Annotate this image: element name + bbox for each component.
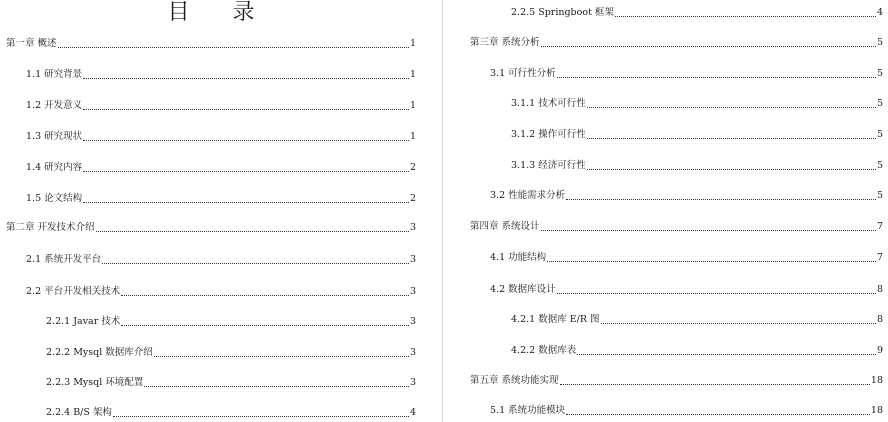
toc-entry-page: 9 [876,345,883,356]
toc-entry-chapter-2 [6,222,416,234]
dot-leader [83,139,409,141]
toc-entry-1-4 [26,162,416,174]
toc-entry-page: 3 [409,316,416,327]
toc-page-left [0,0,440,422]
toc-entry-label: 3.1 可行性分析 [490,68,556,79]
toc-entry-page: 18 [870,375,883,386]
toc-entry-2-1 [26,254,416,266]
dot-leader [557,292,876,294]
toc-entry-2-2-4 [46,407,416,419]
toc-entry-page: 7 [876,252,883,263]
toc-entry-label: 4.2 数据库设计 [490,284,556,295]
dot-leader [83,170,409,172]
toc-entry-page: 5 [876,37,883,48]
toc-entry-page: 3 [409,347,416,358]
dot-leader [154,355,409,357]
toc-entry-label: 2.2.4 B/S 架构 [46,407,112,418]
toc-entry-label: 3.1.2 操作可行性 [511,129,586,140]
toc-entry-page: 5 [876,98,883,109]
dot-leader [58,46,409,48]
toc-entry-label: 2.2.5 Springboot 框架 [511,7,614,18]
page-divider [442,0,443,422]
toc-entry-label: 第一章 概述 [6,38,57,49]
toc-entry-page: 8 [876,314,883,325]
toc-entry-page: 3 [409,222,416,233]
toc-entry-label: 2.2.2 Mysql 数据库介绍 [46,347,153,358]
dot-leader [541,229,876,231]
toc-entry-chapter-3 [470,37,883,49]
toc-entry-chapter-4 [470,221,883,233]
toc-entry-page: 5 [876,190,883,201]
toc-entry-1-2 [26,100,416,112]
toc-entry-3-1 [490,68,883,80]
toc-entry-2-2 [26,286,416,298]
dot-leader [577,353,876,355]
toc-entry-label: 2.1 系统开发平台 [26,254,102,265]
dot-leader [121,294,409,296]
toc-entry-label: 4.2.1 数据库 E/R 图 [511,314,600,325]
toc-entry-label: 第五章 系统功能实现 [470,375,559,386]
dot-leader [587,137,876,139]
toc-title: 目 录 [167,0,273,25]
toc-entry-label: 2.2 平台开发相关技术 [26,286,121,297]
dot-leader [96,230,409,232]
toc-entry-2-2-1 [46,316,416,328]
toc-page-right [446,0,888,422]
toc-entry-page: 4 [876,7,883,18]
toc-entry-4-2-2 [511,345,883,357]
dot-leader [83,77,409,79]
toc-entry-chapter-1 [6,38,416,50]
dot-leader [102,262,409,264]
toc-entry-label: 2.2.3 Mysql 环境配置 [46,377,144,388]
toc-entry-page: 3 [409,286,416,297]
toc-entry-label: 3.1.1 技术可行性 [511,98,586,109]
toc-entry-label: 第二章 开发技术介绍 [6,222,95,233]
toc-entry-page: 4 [409,407,416,418]
toc-entry-label: 1.5 论文结构 [26,193,83,204]
toc-entry-label: 第四章 系统设计 [470,221,540,232]
toc-entry-page: 7 [876,221,883,232]
dot-leader [83,201,409,203]
toc-entry-page: 1 [409,38,416,49]
toc-entry-label: 3.2 性能需求分析 [490,190,566,201]
toc-entry-4-2 [490,284,883,296]
dot-leader [541,45,876,47]
toc-entry-2-2-2 [46,347,416,359]
dot-leader [144,385,409,387]
toc-entry-label: 4.1 功能结构 [490,252,547,263]
toc-entry-page: 2 [409,193,416,204]
dot-leader [113,415,409,417]
dot-leader [566,198,876,200]
toc-entry-1-3 [26,131,416,143]
toc-entry-page: 5 [876,129,883,140]
toc-entry-page: 18 [870,405,883,416]
dot-leader [560,383,870,385]
toc-entry-page: 5 [876,68,883,79]
dot-leader [587,168,876,170]
toc-entry-page: 5 [876,160,883,171]
toc-entry-label: 3.1.3 经济可行性 [511,160,586,171]
toc-entry-page: 1 [409,131,416,142]
dot-leader [547,260,876,262]
dot-leader [587,106,876,108]
toc-entry-page: 1 [409,69,416,80]
toc-entry-4-1 [490,252,883,264]
toc-entry-5-1 [490,405,883,417]
dot-leader [566,413,870,415]
toc-entry-chapter-5 [470,375,883,387]
toc-entry-label: 第三章 系统分析 [470,37,540,48]
toc-entry-1-1 [26,69,416,81]
toc-entry-2-2-3 [46,377,416,389]
toc-entry-3-1-1 [511,98,883,110]
toc-entry-2-2-5 [511,7,883,19]
toc-entry-label: 4.2.2 数据库表 [511,345,577,356]
toc-entry-3-1-3 [511,160,883,172]
dot-leader [121,324,409,326]
toc-entry-3-2 [490,190,883,202]
toc-entry-label: 1.1 研究背景 [26,69,83,80]
toc-entry-label: 2.2.1 Javar 技术 [46,316,121,327]
toc-entry-label: 5.1 系统功能模块 [490,405,566,416]
dot-leader [601,322,876,324]
toc-entry-page: 1 [409,100,416,111]
toc-entry-label: 1.3 研究现状 [26,131,83,142]
dot-leader [615,15,876,17]
toc-entry-4-2-1 [511,314,883,326]
dot-leader [83,108,409,110]
toc-entry-3-1-2 [511,129,883,141]
toc-entry-label: 1.2 开发意义 [26,100,83,111]
toc-entry-page: 3 [409,254,416,265]
toc-entry-page: 8 [876,284,883,295]
toc-entry-label: 1.4 研究内容 [26,162,83,173]
dot-leader [557,76,876,78]
toc-entry-page: 3 [409,377,416,388]
toc-entry-1-5 [26,193,416,205]
toc-entry-page: 2 [409,162,416,173]
